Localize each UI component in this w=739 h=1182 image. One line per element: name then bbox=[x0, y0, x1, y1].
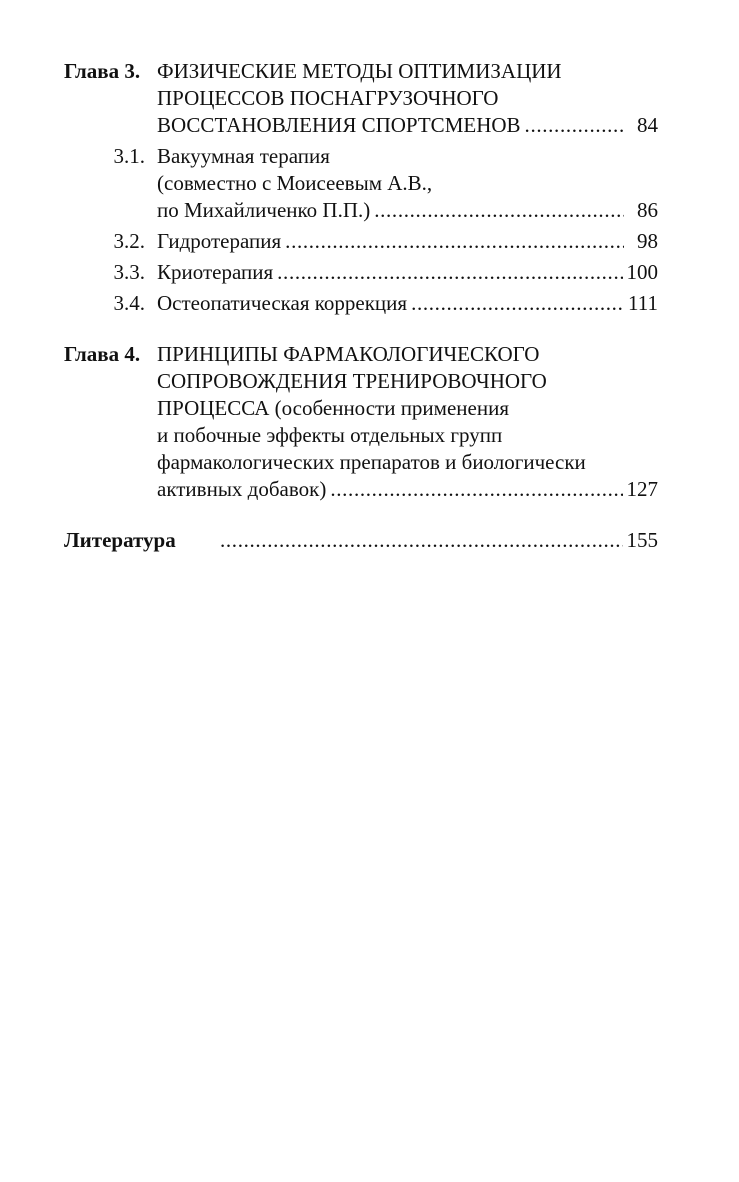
page-number: 86 bbox=[637, 198, 658, 222]
dot-leader bbox=[285, 228, 624, 255]
section-title-line: Вакуумная терапия bbox=[157, 144, 330, 168]
toc-literature bbox=[64, 527, 658, 554]
section-title-last-line bbox=[157, 290, 658, 317]
dot-leader bbox=[525, 112, 624, 139]
chapter-number: Глава 4. bbox=[64, 342, 141, 366]
toc-section-3-1 bbox=[64, 143, 658, 224]
dot-leader bbox=[374, 197, 624, 224]
dot-leader bbox=[330, 476, 622, 503]
section-number: 3.2. bbox=[113, 229, 145, 253]
page-number: 84 bbox=[637, 113, 658, 137]
dot-leader bbox=[411, 290, 624, 317]
section-number: 3.3. bbox=[113, 260, 145, 284]
chapter-title-line: СОПРОВОЖДЕНИЯ ТРЕНИРОВОЧНОГО bbox=[157, 369, 547, 393]
section-title-last-line bbox=[157, 228, 658, 255]
toc-section-3-2 bbox=[64, 228, 658, 255]
chapter-title-last-line bbox=[157, 112, 658, 139]
page-number: 155 bbox=[626, 528, 658, 552]
section-number: 3.1. bbox=[113, 144, 145, 168]
page-number: 111 bbox=[628, 291, 658, 315]
chapter-title-line: ПРОЦЕССА (особенности применения bbox=[157, 396, 509, 420]
section-title-last-line bbox=[157, 197, 658, 224]
table-of-contents bbox=[64, 58, 658, 554]
chapter-title-line: и побочные эффекты отдельных групп bbox=[157, 423, 503, 447]
chapter-title-line: ПРИНЦИПЫ ФАРМАКОЛОГИЧЕСКОГО bbox=[157, 342, 540, 366]
toc-section-3-3 bbox=[64, 259, 658, 286]
page-number: 100 bbox=[626, 260, 658, 284]
chapter-number: Глава 3. bbox=[64, 59, 141, 83]
chapter-title-line: ФИЗИЧЕСКИЕ МЕТОДЫ ОПТИМИЗАЦИИ bbox=[157, 59, 562, 83]
toc-chapter-4 bbox=[64, 341, 658, 503]
section-title-line: по Михайличенко П.П.) bbox=[157, 198, 371, 222]
chapter-title-line: активных добавок) bbox=[157, 477, 327, 501]
toc-chapter-3 bbox=[64, 58, 658, 139]
section-title-line: (совместно с Моисеевым А.В., bbox=[157, 171, 433, 195]
chapter-title bbox=[157, 58, 658, 139]
page-number: 127 bbox=[626, 477, 658, 501]
section-title-last-line bbox=[157, 259, 658, 286]
chapter-title-line: фармакологических препаратов и биологически bbox=[157, 450, 586, 474]
dot-leader bbox=[277, 259, 622, 286]
section-title-line: Криотерапия bbox=[157, 260, 274, 284]
chapter-title-last-line bbox=[157, 476, 658, 503]
section-title-line: Остеопатическая коррекция bbox=[157, 291, 408, 315]
section-title-line: Гидротерапия bbox=[157, 229, 282, 253]
literature-last-line bbox=[216, 527, 658, 554]
chapter-title-line: ПРОЦЕССОВ ПОСНАГРУЗОЧНОГО bbox=[157, 86, 499, 110]
section-number: 3.4. bbox=[113, 291, 145, 315]
section-title bbox=[157, 290, 658, 317]
literature-label: Литература bbox=[64, 528, 176, 552]
page-number: 98 bbox=[637, 229, 658, 253]
section-title bbox=[157, 143, 658, 224]
section-title bbox=[157, 259, 658, 286]
dot-leader bbox=[220, 527, 623, 554]
toc-section-3-4 bbox=[64, 290, 658, 317]
section-title bbox=[157, 228, 658, 255]
chapter-title-line: ВОССТАНОВЛЕНИЯ СПОРТСМЕНОВ bbox=[157, 113, 521, 137]
literature-line bbox=[216, 527, 658, 554]
chapter-title bbox=[157, 341, 658, 503]
